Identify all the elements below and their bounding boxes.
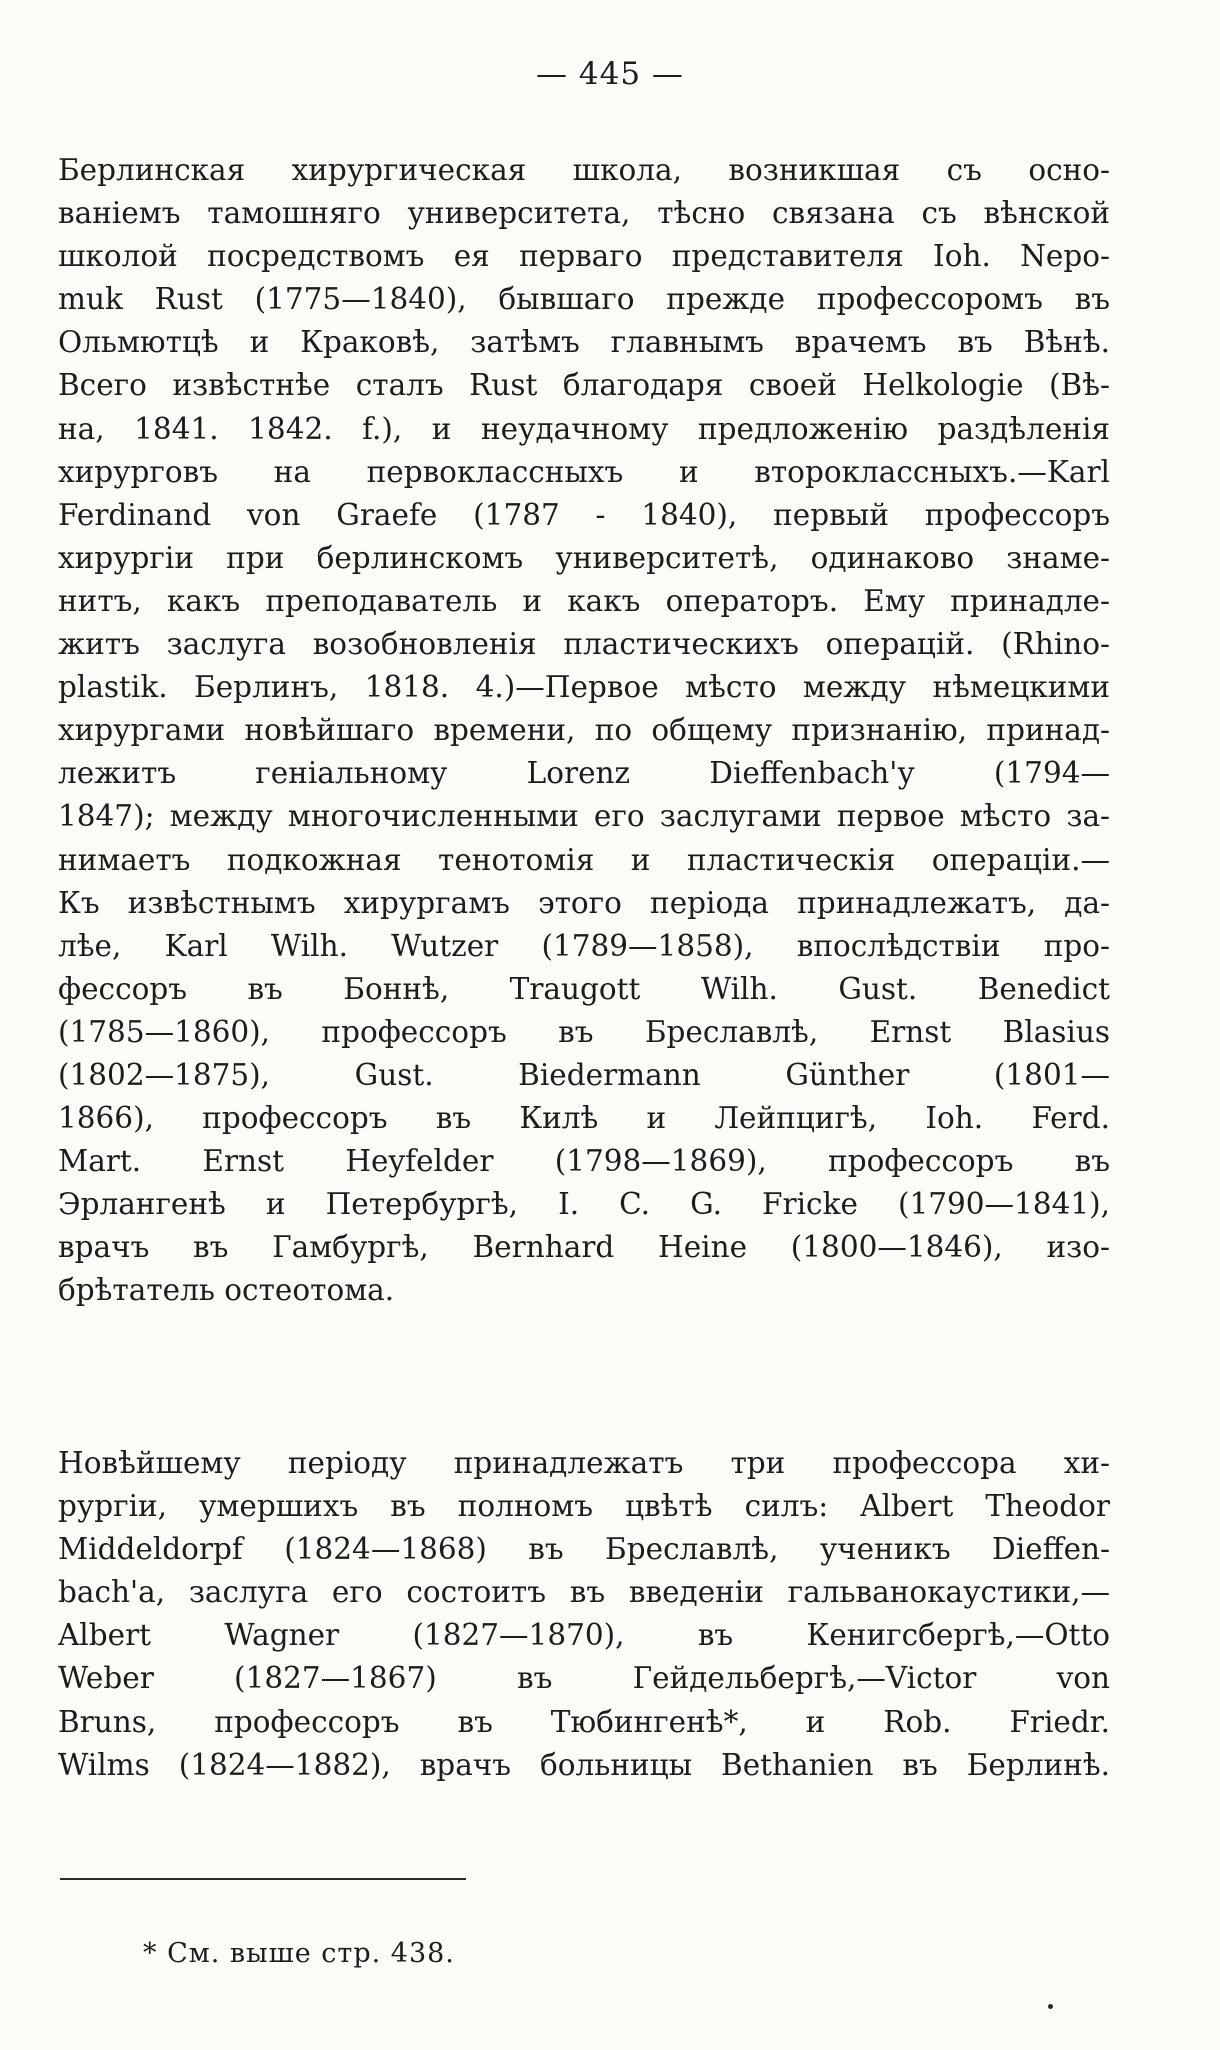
text-line: Mart. Ernst Heyfelder (1798—1869), профессоръ въ [58, 1144, 1110, 1179]
footnote: * См. выше стр. 438. [143, 1938, 455, 1969]
text-line: Bruns, профессоръ въ Тюбингенѣ*, и Rob. Friedr. [58, 1704, 1110, 1739]
text-line: брѣтатель остеотома. [58, 1273, 395, 1308]
text-line: 1847); между многочисленными его заслугами первое мѣсто за- [58, 799, 1110, 834]
text-line: врачъ въ Гамбургѣ, Bernhard Heine (1800—1846), изо- [58, 1230, 1110, 1265]
paragraph-berlin-school [58, 149, 1110, 1313]
text-line: (1802—1875), Gust. Biedermann Günther (1801— [58, 1057, 1110, 1092]
text-line: житъ заслуга возобновленія пластическихъ операцій. (Rhino- [58, 627, 1110, 662]
text-line: Всего извѣстнѣе сталъ Rust благодаря своей Helkologie (Вѣ- [58, 368, 1110, 403]
text-line: на, 1841. 1842. f.), и неудачному предложенію раздѣленія [58, 411, 1110, 446]
text-line: muk Rust (1775—1840), бывшаго прежде профессоромъ въ [58, 282, 1110, 317]
text-line: (1785—1860), профессоръ въ Бреславлѣ, Ernst Blasius [58, 1014, 1110, 1049]
text-line: Новѣйшему періоду принадлежатъ три профессора хи- [58, 1446, 1110, 1480]
text-line: лѣе, Karl Wilh. Wutzer (1789—1858), впослѣдствіи про- [58, 928, 1110, 963]
text-line: хирургіи при берлинскомъ университетѣ, одинаково знаме- [58, 540, 1110, 575]
text-line: Weber (1827—1867) въ Гейдельбергѣ,—Victor von [58, 1661, 1110, 1696]
text-line: plastik. Берлинъ, 1818. 4.)—Первое мѣсто между нѣмецкими [58, 670, 1110, 705]
text-line: Middeldorpf (1824—1868) въ Бреславлѣ, ученикъ Dieffen- [58, 1532, 1110, 1567]
text-line: нитъ, какъ преподаватель и какъ операторъ. Ему принадле- [58, 583, 1110, 618]
text-line: Albert Wagner (1827—1870), въ Кенигсбергѣ,—Otto [58, 1618, 1110, 1653]
footnote-divider [60, 1878, 466, 1880]
text-line: рургіи, умершихъ въ полномъ цвѣтѣ силъ: Albert Theodor [58, 1489, 1110, 1524]
text-line: Эрлангенѣ и Петербургѣ, I. C. G. Fricke (1790—1841), [58, 1187, 1110, 1222]
print-speck [1048, 2004, 1053, 2009]
text-line: ваніемъ тамошняго университета, тѣсно связана съ вѣнской [58, 196, 1110, 231]
text-line: 1866), профессоръ въ Килѣ и Лейпцигѣ, Ioh. Ferd. [58, 1101, 1110, 1136]
paragraph-newest-period [58, 1442, 1110, 1787]
page-number: — 445 — [536, 56, 684, 92]
text-line: Берлинская хирургическая школа, возникшая съ осно- [58, 153, 1110, 187]
text-line: хирургами новѣйшаго времени, по общему признанію, принад- [58, 713, 1110, 748]
text-line: школой посредствомъ ея перваго представителя Ioh. Nepo- [58, 239, 1110, 274]
text-line: bach'а, заслуга его состоитъ въ введеніи гальванокаустики,— [58, 1575, 1110, 1610]
text-line: фессоръ въ Боннѣ, Traugott Wilh. Gust. Benedict [58, 971, 1110, 1006]
text-line: Ольмютцѣ и Краковѣ, затѣмъ главнымъ врачемъ въ Вѣнѣ. [58, 325, 1110, 360]
text-line: Ferdinand von Graefe (1787 - 1840), первый профессоръ [58, 497, 1110, 532]
text-line: хирурговъ на первоклассныхъ и второклассныхъ.—Karl [58, 454, 1110, 489]
text-line: нимаетъ подкожная тенотомія и пластическія операціи.— [58, 842, 1110, 877]
text-line: Wilms (1824—1882), врачъ больницы Bethanien въ Берлинѣ. [58, 1747, 1110, 1782]
text-line: лежитъ геніальному Lorenz Dieffenbach'у (1794— [58, 756, 1110, 791]
text-line: Къ извѣстнымъ хирургамъ этого періода принадлежатъ, да- [58, 885, 1110, 920]
